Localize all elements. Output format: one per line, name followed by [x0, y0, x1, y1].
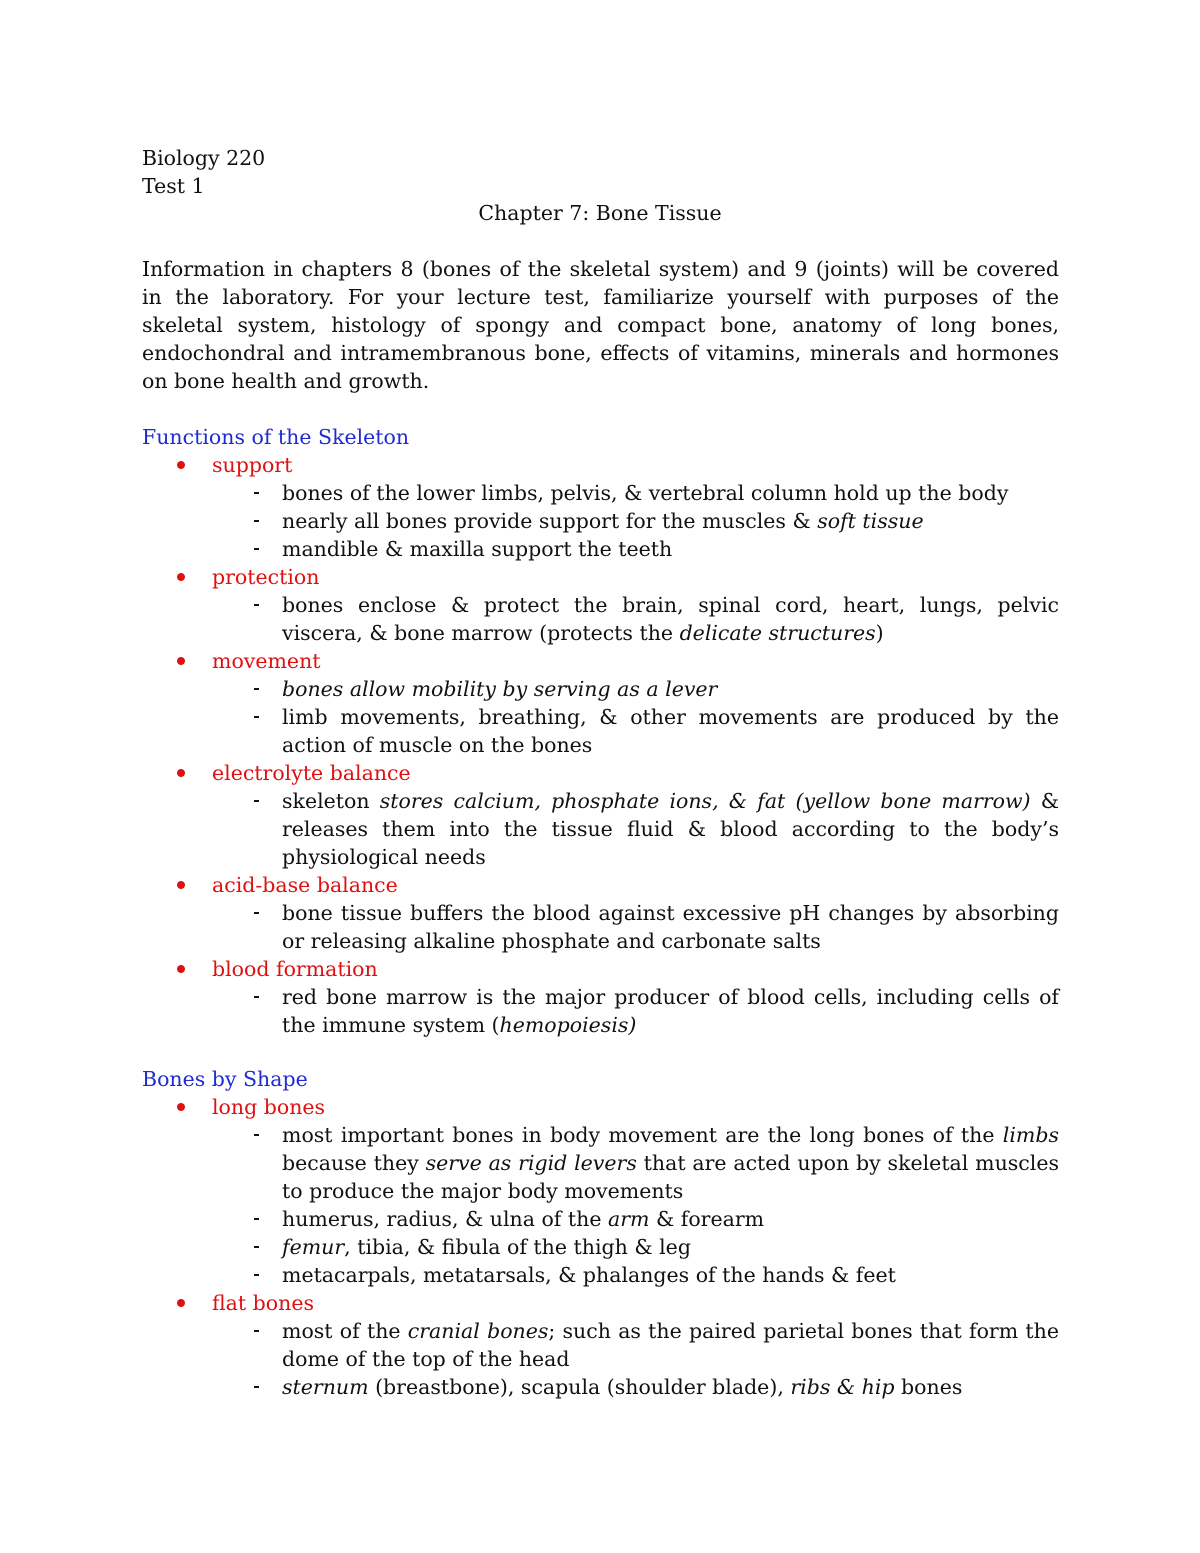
list-item: [142, 451, 1059, 479]
dash-icon: [254, 492, 259, 494]
dash-icon: [254, 1386, 259, 1388]
section-title: Bones by Shape: [142, 1067, 308, 1091]
intro-paragraph: Information in chapters 8 (bones of the skeletal system) and 9 (joints) will be covered in the laboratory. For your lecture test, familiarize yourself with purposes of the skeletal system, histology of spongy and compact bone, anatomy of long bones, endochondral and intramembranous bone, effects of vitamins, minerals and hormones on bone health and growth.: [142, 257, 1059, 393]
list-item: [142, 1093, 1059, 1121]
list-item: [142, 955, 1059, 983]
chapter-title: Chapter 7: Bone Tissue: [478, 201, 722, 225]
bullet-icon: [177, 965, 185, 973]
dash-icon: [254, 1330, 259, 1332]
item-label: acid-base balance: [212, 873, 398, 897]
sub-item: skeleton stores calcium, phosphate ions, & fat (yellow bone marrow) & releases them into the tissue fluid & blood according to the body’s physiological needs: [142, 787, 1059, 871]
dash-icon: [254, 1134, 259, 1136]
test-name: Test 1: [142, 174, 205, 198]
bullet-icon: [177, 1299, 185, 1307]
dash-icon: [254, 688, 259, 690]
sub-item: most important bones in body movement are the long bones of the limbs because they serve as rigid levers that are acted upon by skeletal muscles to produce the major body movements: [142, 1121, 1059, 1205]
section-title: Functions of the Skeleton: [142, 425, 410, 449]
sub-item: femur, tibia, & fibula of the thigh & leg: [142, 1233, 1059, 1261]
dash-icon: [254, 548, 259, 550]
document-header: [142, 144, 265, 200]
sub-item: mandible & maxilla support the teeth: [142, 535, 1059, 563]
item-label: flat bones: [212, 1291, 314, 1315]
bullet-icon: [177, 461, 185, 469]
dash-icon: [254, 912, 259, 914]
bullet-icon: [177, 881, 185, 889]
item-label: long bones: [212, 1095, 326, 1119]
sub-item: bones of the lower limbs, pelvis, & vertebral column hold up the body: [142, 479, 1059, 507]
dash-icon: [254, 520, 259, 522]
dash-icon: [254, 1274, 259, 1276]
sub-item: sternum (breastbone), scapula (shoulder blade), ribs & hip bones: [142, 1373, 1059, 1401]
bullet-icon: [177, 769, 185, 777]
dash-icon: [254, 996, 259, 998]
bullet-icon: [177, 657, 185, 665]
item-label: movement: [212, 649, 321, 673]
sub-item: metacarpals, metatarsals, & phalanges of the hands & feet: [142, 1261, 1059, 1289]
functions-section: [142, 423, 1059, 1039]
dash-icon: [254, 604, 259, 606]
sub-item: red bone marrow is the major producer of blood cells, including cells of the immune system (hemopoiesis): [142, 983, 1059, 1039]
item-label: blood formation: [212, 957, 378, 981]
dash-icon: [254, 1246, 259, 1248]
dash-icon: [254, 716, 259, 718]
list-item: [142, 563, 1059, 591]
item-label: protection: [212, 565, 320, 589]
sub-item: humerus, radius, & ulna of the arm & forearm: [142, 1205, 1059, 1233]
item-label: electrolyte balance: [212, 761, 411, 785]
sub-item: most of the cranial bones; such as the paired parietal bones that form the dome of the top of the head: [142, 1317, 1059, 1373]
list-item: [142, 1289, 1059, 1317]
sub-item: bones enclose & protect the brain, spinal cord, heart, lungs, pelvic viscera, & bone marrow (protects the delicate structures): [142, 591, 1059, 647]
list-item: [142, 759, 1059, 787]
item-label: support: [212, 453, 293, 477]
list-item: [142, 871, 1059, 899]
sub-item: limb movements, breathing, & other movements are produced by the action of muscle on the bones: [142, 703, 1059, 759]
shapes-section: [142, 1065, 1059, 1401]
list-item: [142, 647, 1059, 675]
dash-icon: [254, 1218, 259, 1220]
sub-item: bone tissue buffers the blood against excessive pH changes by absorbing or releasing alkaline phosphate and carbonate salts: [142, 899, 1059, 955]
dash-icon: [254, 800, 259, 802]
bullet-icon: [177, 573, 185, 581]
bullet-icon: [177, 1103, 185, 1111]
sub-item: nearly all bones provide support for the muscles & soft tissue: [142, 507, 1059, 535]
sub-item: bones allow mobility by serving as a lever: [142, 675, 1059, 703]
course-name: Biology 220: [142, 146, 266, 170]
